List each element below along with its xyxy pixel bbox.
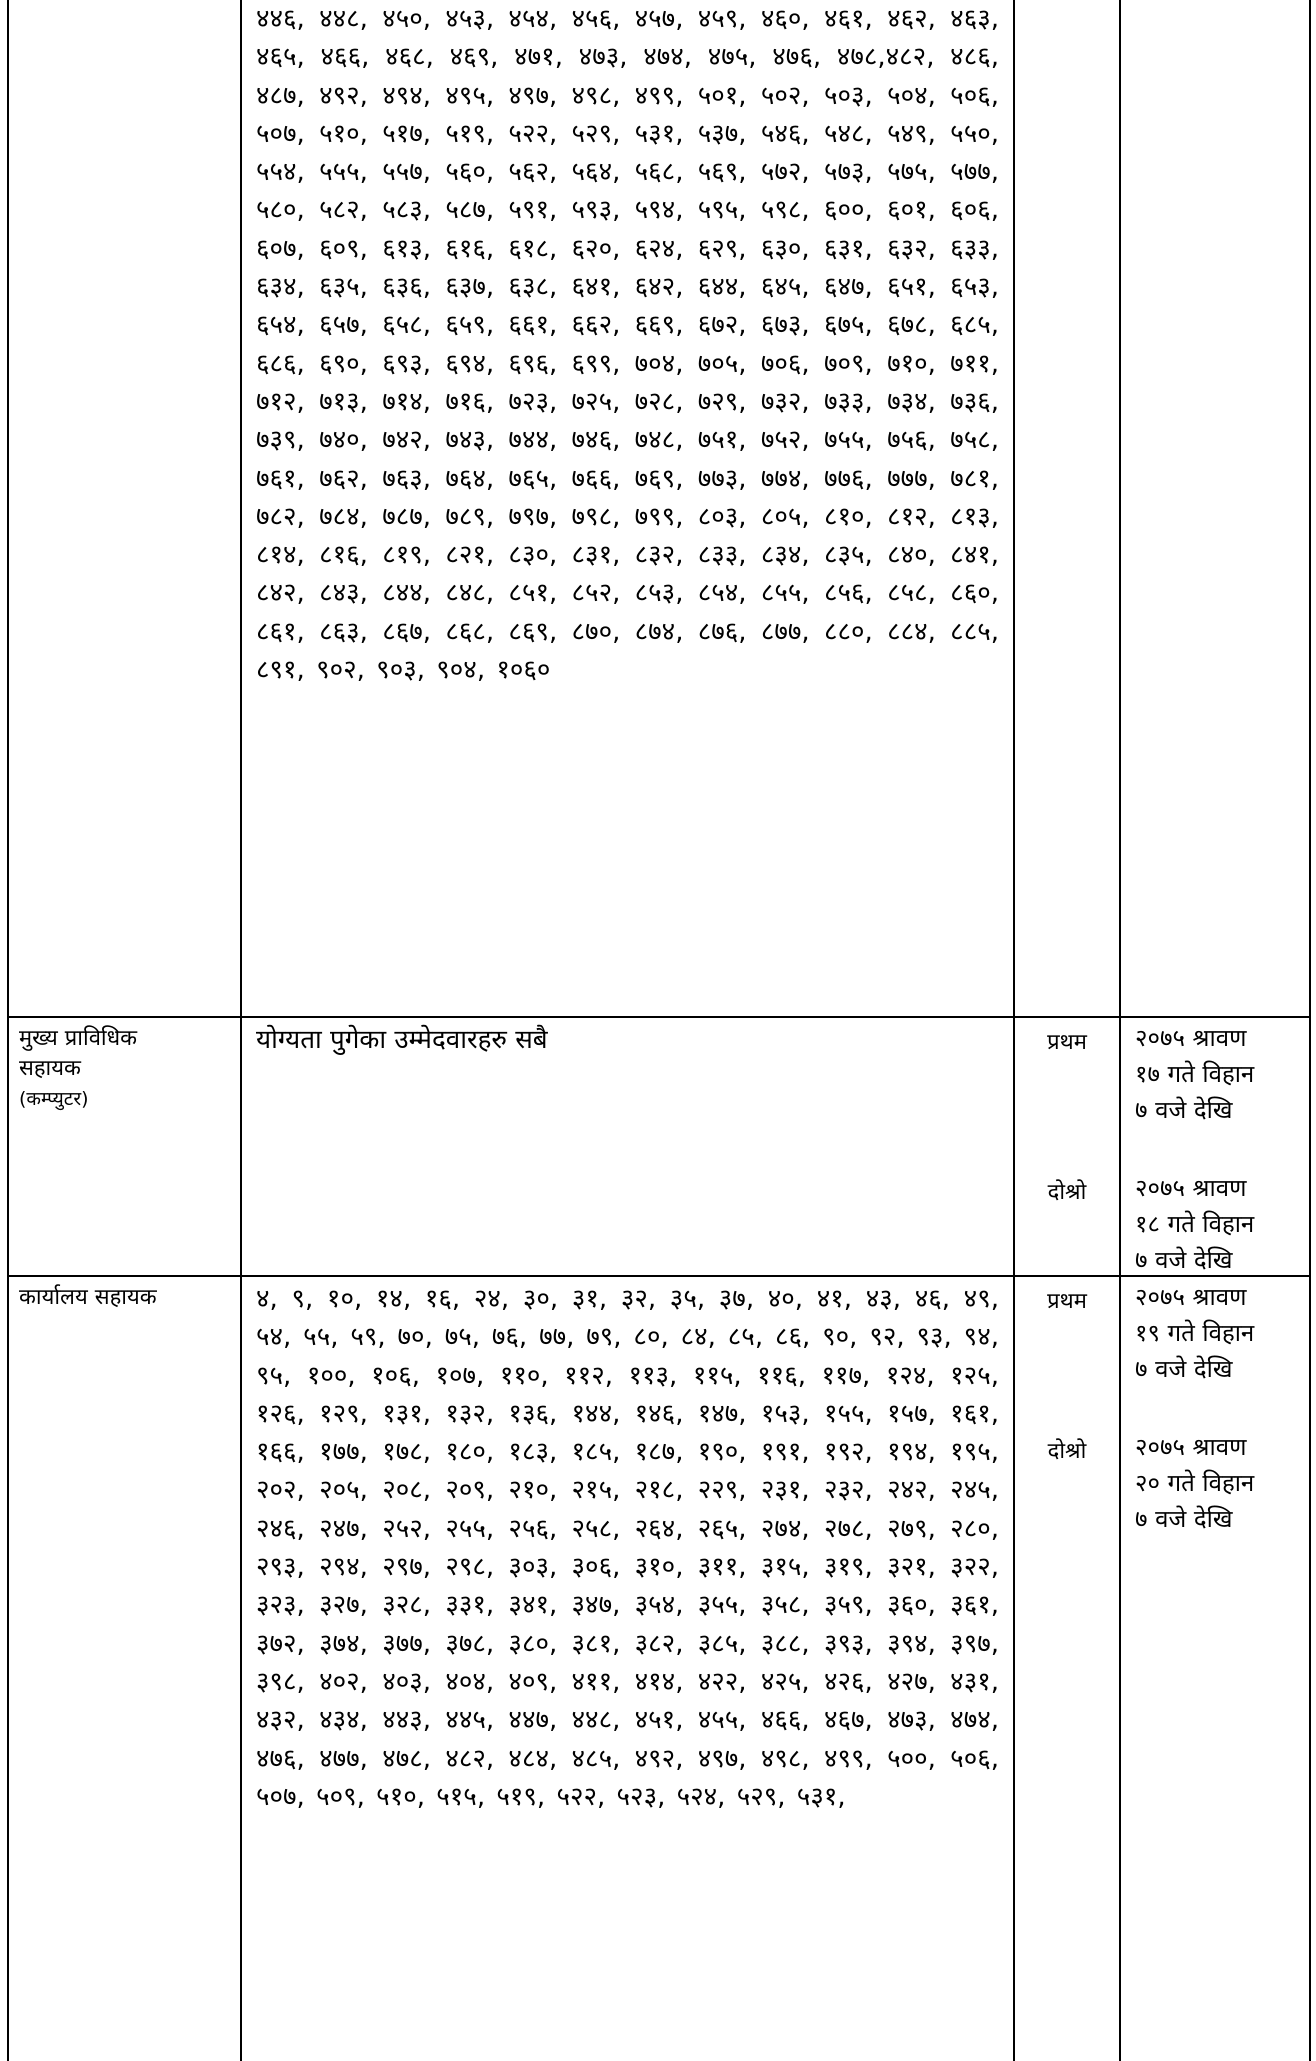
date-line: २०७५ श्रावण — [1135, 1433, 1247, 1461]
date-line: २०७५ श्रावण — [1135, 1174, 1247, 1202]
date-line: ७ वजे देखि — [1135, 1246, 1233, 1274]
exam-date — [1135, 1429, 1303, 1537]
date-line: २०७५ श्रावण — [1135, 1283, 1247, 1311]
post-subtitle: (कम्प्युटर) — [19, 1088, 89, 1110]
table-row — [8, 1276, 1310, 2061]
post-cell — [8, 1276, 241, 2061]
exam-date — [1135, 1020, 1303, 1128]
date-line: १९ गते विहान — [1135, 1319, 1255, 1347]
date-cell — [1120, 1276, 1310, 2061]
post-cell — [8, 1017, 241, 1276]
post-title: सहायक — [19, 1056, 81, 1081]
date-line: ७ वजे देखि — [1135, 1355, 1233, 1383]
roll-numbers-cell: ४, ९, १०, १४, १६, २४, ३०, ३१, ३२, ३५, ३७, ४०, ४१, ४३, ४६, ४९, ५४, ५५, ५९, ७०, ७५, ७६, ७७, ७९, ८०, ८४, ८५, ८६, ९०, ९२, ९३, ९४, ९५, १००, १०६, १०७, ११०, ११२, ११३, ११५, ११६, ११७, १२४, १२५, १२६, १२९, १३१, १३२, १३६, १४४, १४६, १४७, १५३, १५५, १५७, १६१, १६६, १७७, १७८, १८०, १८३, १८५, १८७, १९०, १९१, १९२, १९४, १९५, २०२, २०५, २०८, २०९, २१०, २१५, २१८, २२९, २३१, २३२, २४२, २४५, २४६, २४७, २५२, २५५, २५६, २५८, २६४, २६५, २७४, २७८, २७९, २८०, २९३, २९४, २९७, २९८, ३०३, ३०६, ३१०, ३११, ३१५, ३१९, ३२१, ३२२, ३२३, ३२७, ३२८, ३३१, ३४१, ३४७, ३५४, ३५५, ३५८, ३५९, ३६०, ३६१, ३७२, ३७४, ३७७, ३७८, ३८०, ३८१, ३८२, ३८५, ३८८, ३९३, ३९४, ३९७, ३९८, ४०२, ४०३, ४०४, ४०९, ४११, ४१४, ४२२, ४२५, ४२६, ४२७, ४३१, ४३२, ४३४, ४४३, ४४५, ४४७, ४४८, ४५१, ४५५, ४६६, ४६७, ४७३, ४७४, ४७६, ४७७, ४७८, ४८२, ४८४, ४८५, ४९२, ४९७, ४९८, ४९९, ५००, ५०६, ५०७, ५०९, ५१०, ५१५, ५१९, ५२२, ५२३, ५२४, ५२९, ५३१, — [241, 1276, 1014, 2061]
phase-label: प्रथम — [1047, 1030, 1087, 1055]
date-line: २०७५ श्रावण — [1135, 1024, 1247, 1052]
exam-date — [1135, 1279, 1303, 1387]
table-row — [8, 1017, 1310, 1276]
phase-cell — [1014, 1276, 1120, 2061]
table-row — [8, 0, 1310, 1017]
post-title: कार्यालय सहायक — [19, 1285, 157, 1310]
phase-cell — [1014, 0, 1120, 1017]
date-cell — [1120, 0, 1310, 1017]
date-line: १७ गते विहान — [1135, 1060, 1255, 1088]
date-line: १८ गते विहान — [1135, 1210, 1255, 1238]
phase-label: दोश्रो — [1047, 1180, 1087, 1205]
post-title: मुख्य प्राविधिक — [19, 1026, 138, 1051]
roll-numbers-cell: योग्यता पुगेका उम्मेदवारहरु सबै — [241, 1017, 1014, 1276]
date-line: ७ वजे देखि — [1135, 1096, 1233, 1124]
exam-date — [1135, 1170, 1303, 1276]
post-cell — [8, 0, 241, 1017]
phase-label: दोश्रो — [1047, 1439, 1087, 1464]
roll-numbers-cell: ४४६, ४४८, ४५०, ४५३, ४५४, ४५६, ४५७, ४५९, ४६०, ४६१, ४६२, ४६३, ४६५, ४६६, ४६८, ४६९, ४७१, ४७३, ४७४, ४७५, ४७६, ४७८,४८२, ४८६, ४८७, ४९२, ४९४, ४९५, ४९७, ४९८, ४९९, ५०१, ५०२, ५०३, ५०४, ५०६, ५०७, ५१०, ५१७, ५१९, ५२२, ५२९, ५३१, ५३७, ५४६, ५४८, ५४९, ५५०, ५५४, ५५५, ५५७, ५६०, ५६२, ५६४, ५६८, ५६९, ५७२, ५७३, ५७५, ५७७, ५८०, ५८२, ५८३, ५८७, ५९१, ५९३, ५९४, ५९५, ५९८, ६००, ६०१, ६०६, ६०७, ६०९, ६१३, ६१६, ६१८, ६२०, ६२४, ६२९, ६३०, ६३१, ६३२, ६३३, ६३४, ६३५, ६३६, ६३७, ६३८, ६४१, ६४२, ६४४, ६४५, ६४७, ६५१, ६५३, ६५४, ६५७, ६५८, ६५९, ६६१, ६६२, ६६९, ६७२, ६७३, ६७५, ६७८, ६८५, ६८६, ६९०, ६९३, ६९४, ६९६, ६९९, ७०४, ७०५, ७०६, ७०९, ७१०, ७११, ७१२, ७१३, ७१४, ७१६, ७२३, ७२५, ७२८, ७२९, ७३२, ७३३, ७३४, ७३६, ७३९, ७४०, ७४२, ७४३, ७४४, ७४६, ७४८, ७५१, ७५२, ७५५, ७५६, ७५८, ७६१, ७६२, ७६३, ७६४, ७६५, ७६६, ७६९, ७७३, ७७४, ७७६, ७७७, ७८१, ७८२, ७८४, ७८७, ७८९, ७९७, ७९८, ७९९, ८०३, ८०५, ८१०, ८१२, ८१३, ८१४, ८१६, ८१९, ८२१, ८३०, ८३१, ८३२, ८३३, ८३४, ८३५, ८४०, ८४१, ८४२, ८४३, ८४४, ८४८, ८५१, ८५२, ८५३, ८५४, ८५५, ८५६, ८५८, ८६०, ८६१, ८६३, ८६७, ८६८, ८६९, ८७०, ८७४, ८७६, ८७७, ८८०, ८८४, ८८५, ८९१, ९०२, ९०३, ९०४, १०६० — [241, 0, 1014, 1017]
phase-label: प्रथम — [1047, 1289, 1087, 1314]
schedule-table — [7, 0, 1311, 2061]
phase-cell — [1014, 1017, 1120, 1276]
date-line: ७ वजे देखि — [1135, 1505, 1233, 1533]
date-line: २० गते विहान — [1135, 1469, 1255, 1497]
date-cell — [1120, 1017, 1310, 1276]
